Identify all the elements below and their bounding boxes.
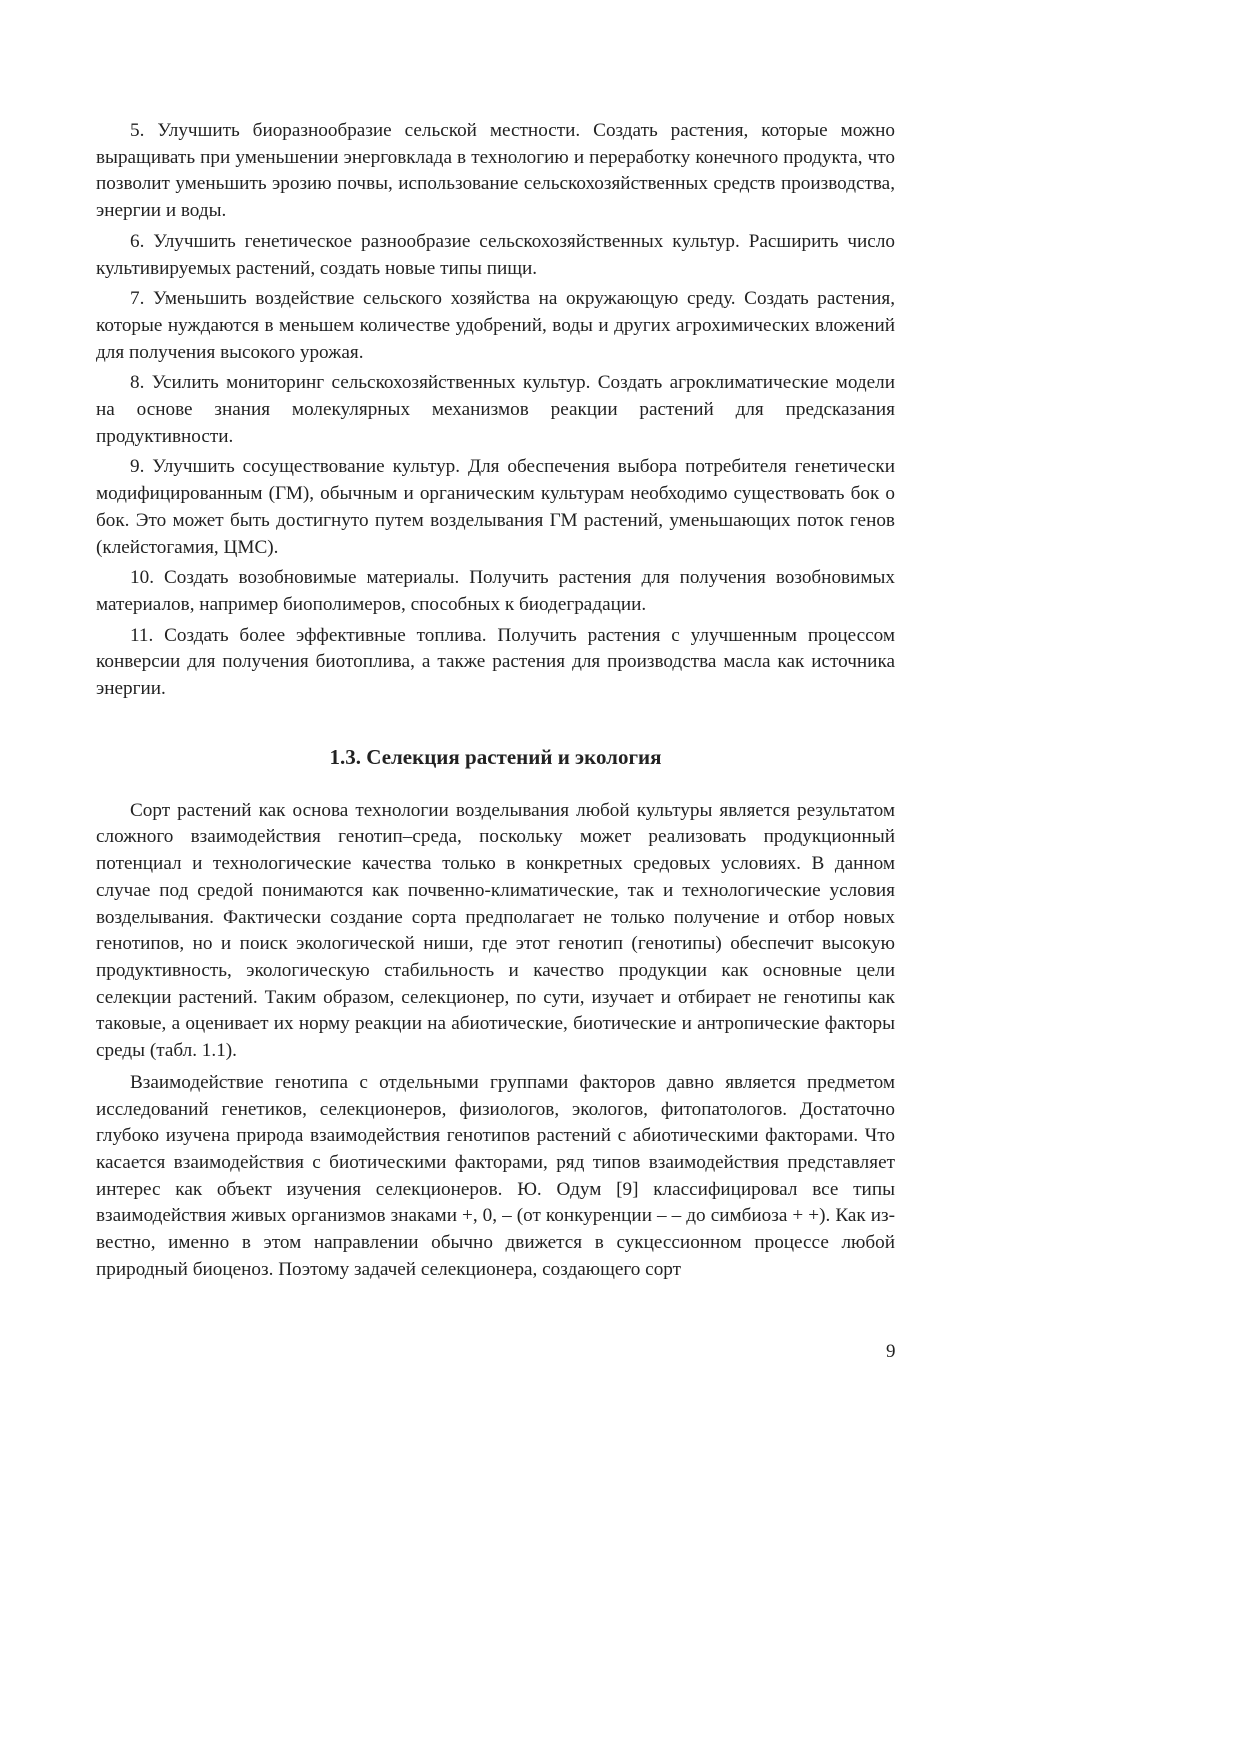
section-heading: 1.3. Селекция растений и экология (329, 744, 662, 769)
list-item-6: 6. Улучшить генетическое разнообразие сельскохозяйственных культур. Расширить число культивируемых растений, создать новые типы пищи. (96, 230, 895, 279)
section-body (96, 798, 895, 1284)
list-item-11: 11. Создать более эффективные топлива. Получить растения с улучшенным процессом конверсии для получения биотоплива, а также растения для производства масла как источника энергии. (96, 624, 895, 700)
list-item-9: 9. Улучшить сосуществование культур. Для обеспечения выбора потребителя генетически модифицированным (ГМ), обычным и органическим культурам необходимо существовать бок о бок. Это может быть достигнуто путем возделывания ГМ растений, уменьшающих поток генов (клейстогамия, ЦМС). (96, 456, 895, 558)
list-item-10: 10. Создать возобновимые материалы. Получить растения для получения возобновимых материалов, например биополимеров, способных к биодеградации. (96, 567, 895, 615)
page-number: 9 (886, 1341, 896, 1362)
page-content (96, 118, 895, 1288)
numbered-list (96, 118, 895, 703)
body-paragraph: Взаимодействие генотипа с отдельными группами факторов давно является предметом исследований генетиков, селекционеров, физиологов, экологов, фитопатологов. Достаточно глубоко изучена природа взаимодействия генотипов растений с абиотическими факторами. Что касается взаимодействия с биотическими факторами, ряд типов взаимодействия представляет интерес как объект изучения селекционеров. Ю. Одум [9] классифицировал все типы взаимодействия живых организмов знаками +, 0, – (от конкуренции – – до симбиоза + +). Как известно, именно в этом направлении обычно движется в сукцессионном процессе любой природный биоценоз. Поэтому задачей селекционера, создающего сорт (96, 1071, 895, 1280)
list-item-8: 8. Усилить мониторинг сельскохозяйственных культур. Создать агроклиматические модели на основе знания молекулярных механизмов реакции растений для предсказания продуктивности. (96, 372, 895, 447)
list-item-7: 7. Уменьшить воздействие сельского хозяйства на окружающую среду. Создать растения, которые нуждаются в меньшем количестве удобрений, воды и других агрохимических вложений для получения высокого урожая. (96, 288, 895, 363)
list-item-5: 5. Улучшить биоразнообразие сельской местности. Создать растения, которые можно выращивать при уменьшении энерговклада в технологию и переработку конечного продукта, что позволит уменьшить эрозию почвы, использование сельскохозяйственных средств производства, энергии и воды. (96, 120, 895, 222)
body-paragraph: Сорт растений как основа технологии возделывания любой культуры является результатом сложного взаимодействия генотип–среда, поскольку может реализовать продукционный потенциал и технологические качества только в конкретных средовых условиях. В данном случае под средой понимаются как почвенно-климатические, так и технологические условия возделывания. Фактически создание сорта предполагает не только получение и отбор новых генотипов, но и поиск экологической ниши, где этот генотип (генотипы) обеспечит высокую продуктивность, экологическую стабильность и качество продукции как основные цели селекции растений. Таким образом, селекционер, по сути, изучает и отбирает не генотипы как таковые, а оценивает их норму реакции на абиотические, биотические и антропические факторы среды (табл. 1.1). (96, 799, 895, 1062)
